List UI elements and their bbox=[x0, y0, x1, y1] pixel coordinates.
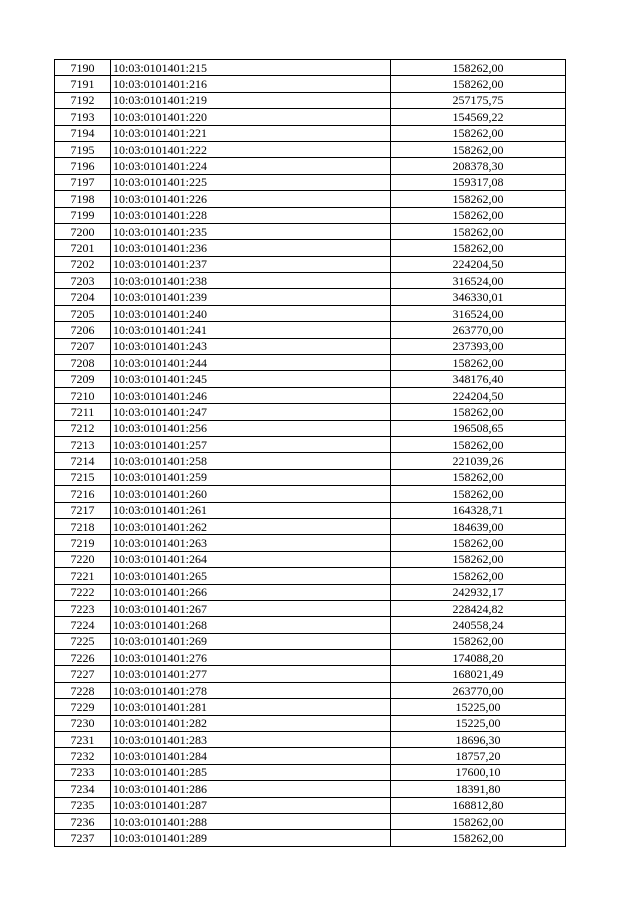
cadastral-number-cell: 10:03:0101401:235 bbox=[111, 223, 391, 239]
row-number-cell: 7207 bbox=[55, 338, 111, 354]
cadastral-number-cell: 10:03:0101401:281 bbox=[111, 699, 391, 715]
cadastral-number-cell: 10:03:0101401:283 bbox=[111, 732, 391, 748]
cadastral-number-cell: 10:03:0101401:284 bbox=[111, 748, 391, 764]
table-row bbox=[55, 797, 566, 813]
table-row bbox=[55, 650, 566, 666]
row-number-cell: 7233 bbox=[55, 764, 111, 780]
row-number-cell: 7221 bbox=[55, 568, 111, 584]
table-row bbox=[55, 436, 566, 452]
cadastral-value-cell: 158262,00 bbox=[391, 535, 566, 551]
table-row bbox=[55, 535, 566, 551]
row-number-cell: 7202 bbox=[55, 256, 111, 272]
table-row bbox=[55, 256, 566, 272]
row-number-cell: 7219 bbox=[55, 535, 111, 551]
cadastral-number-cell: 10:03:0101401:224 bbox=[111, 158, 391, 174]
cadastral-value-cell: 17600,10 bbox=[391, 764, 566, 780]
row-number-cell: 7198 bbox=[55, 191, 111, 207]
table-row bbox=[55, 748, 566, 764]
cadastral-number-cell: 10:03:0101401:237 bbox=[111, 256, 391, 272]
cadastral-value-cell: 158262,00 bbox=[391, 141, 566, 157]
table-row bbox=[55, 486, 566, 502]
cadastral-number-cell: 10:03:0101401:244 bbox=[111, 355, 391, 371]
table-row bbox=[55, 355, 566, 371]
row-number-cell: 7201 bbox=[55, 240, 111, 256]
row-number-cell: 7213 bbox=[55, 436, 111, 452]
cadastral-number-cell: 10:03:0101401:282 bbox=[111, 715, 391, 731]
table-row bbox=[55, 699, 566, 715]
cadastral-number-cell: 10:03:0101401:259 bbox=[111, 469, 391, 485]
cadastral-value-cell: 158262,00 bbox=[391, 60, 566, 76]
cadastral-value-cell: 158262,00 bbox=[391, 355, 566, 371]
cadastral-number-cell: 10:03:0101401:258 bbox=[111, 453, 391, 469]
row-number-cell: 7203 bbox=[55, 273, 111, 289]
row-number-cell: 7227 bbox=[55, 666, 111, 682]
table-body bbox=[55, 60, 566, 847]
row-number-cell: 7193 bbox=[55, 109, 111, 125]
cadastral-value-cell: 228424,82 bbox=[391, 600, 566, 616]
row-number-cell: 7234 bbox=[55, 781, 111, 797]
table-row bbox=[55, 289, 566, 305]
table-row bbox=[55, 551, 566, 567]
cadastral-value-cell: 257175,75 bbox=[391, 92, 566, 108]
cadastral-value-cell: 158262,00 bbox=[391, 125, 566, 141]
row-number-cell: 7217 bbox=[55, 502, 111, 518]
cadastral-value-cell: 346330,01 bbox=[391, 289, 566, 305]
row-number-cell: 7228 bbox=[55, 682, 111, 698]
cadastral-value-cell: 316524,00 bbox=[391, 305, 566, 321]
row-number-cell: 7197 bbox=[55, 174, 111, 190]
cadastral-number-cell: 10:03:0101401:288 bbox=[111, 813, 391, 829]
cadastral-value-cell: 158262,00 bbox=[391, 436, 566, 452]
cadastral-value-table bbox=[54, 59, 566, 847]
cadastral-number-cell: 10:03:0101401:265 bbox=[111, 568, 391, 584]
cadastral-number-cell: 10:03:0101401:216 bbox=[111, 76, 391, 92]
row-number-cell: 7194 bbox=[55, 125, 111, 141]
cadastral-value-cell: 15225,00 bbox=[391, 699, 566, 715]
cadastral-number-cell: 10:03:0101401:243 bbox=[111, 338, 391, 354]
cadastral-value-cell: 158262,00 bbox=[391, 551, 566, 567]
table-row bbox=[55, 666, 566, 682]
cadastral-number-cell: 10:03:0101401:236 bbox=[111, 240, 391, 256]
cadastral-value-cell: 221039,26 bbox=[391, 453, 566, 469]
table-row bbox=[55, 732, 566, 748]
cadastral-number-cell: 10:03:0101401:241 bbox=[111, 322, 391, 338]
cadastral-number-cell: 10:03:0101401:289 bbox=[111, 830, 391, 846]
table-row bbox=[55, 469, 566, 485]
table-row bbox=[55, 715, 566, 731]
cadastral-number-cell: 10:03:0101401:246 bbox=[111, 387, 391, 403]
cadastral-value-cell: 158262,00 bbox=[391, 568, 566, 584]
cadastral-value-cell: 18391,80 bbox=[391, 781, 566, 797]
cadastral-number-cell: 10:03:0101401:276 bbox=[111, 650, 391, 666]
cadastral-number-cell: 10:03:0101401:219 bbox=[111, 92, 391, 108]
table-row bbox=[55, 141, 566, 157]
table-row bbox=[55, 584, 566, 600]
cadastral-number-cell: 10:03:0101401:225 bbox=[111, 174, 391, 190]
row-number-cell: 7216 bbox=[55, 486, 111, 502]
cadastral-value-cell: 15225,00 bbox=[391, 715, 566, 731]
row-number-cell: 7235 bbox=[55, 797, 111, 813]
row-number-cell: 7226 bbox=[55, 650, 111, 666]
cadastral-value-cell: 158262,00 bbox=[391, 191, 566, 207]
cadastral-value-cell: 224204,50 bbox=[391, 387, 566, 403]
cadastral-number-cell: 10:03:0101401:257 bbox=[111, 436, 391, 452]
row-number-cell: 7211 bbox=[55, 404, 111, 420]
row-number-cell: 7209 bbox=[55, 371, 111, 387]
cadastral-number-cell: 10:03:0101401:226 bbox=[111, 191, 391, 207]
cadastral-number-cell: 10:03:0101401:269 bbox=[111, 633, 391, 649]
cadastral-value-cell: 158262,00 bbox=[391, 469, 566, 485]
table-row bbox=[55, 633, 566, 649]
table-row bbox=[55, 223, 566, 239]
cadastral-number-cell: 10:03:0101401:222 bbox=[111, 141, 391, 157]
cadastral-number-cell: 10:03:0101401:268 bbox=[111, 617, 391, 633]
cadastral-number-cell: 10:03:0101401:277 bbox=[111, 666, 391, 682]
row-number-cell: 7195 bbox=[55, 141, 111, 157]
cadastral-value-cell: 168021,49 bbox=[391, 666, 566, 682]
cadastral-value-cell: 263770,00 bbox=[391, 322, 566, 338]
table-row bbox=[55, 109, 566, 125]
cadastral-number-cell: 10:03:0101401:261 bbox=[111, 502, 391, 518]
row-number-cell: 7196 bbox=[55, 158, 111, 174]
row-number-cell: 7220 bbox=[55, 551, 111, 567]
cadastral-value-cell: 18696,30 bbox=[391, 732, 566, 748]
cadastral-number-cell: 10:03:0101401:285 bbox=[111, 764, 391, 780]
table-row bbox=[55, 781, 566, 797]
cadastral-value-cell: 158262,00 bbox=[391, 76, 566, 92]
cadastral-value-cell: 168812,80 bbox=[391, 797, 566, 813]
cadastral-value-cell: 158262,00 bbox=[391, 223, 566, 239]
cadastral-number-cell: 10:03:0101401:215 bbox=[111, 60, 391, 76]
cadastral-number-cell: 10:03:0101401:239 bbox=[111, 289, 391, 305]
table-row bbox=[55, 338, 566, 354]
cadastral-number-cell: 10:03:0101401:262 bbox=[111, 518, 391, 534]
cadastral-number-cell: 10:03:0101401:266 bbox=[111, 584, 391, 600]
cadastral-number-cell: 10:03:0101401:238 bbox=[111, 273, 391, 289]
row-number-cell: 7218 bbox=[55, 518, 111, 534]
row-number-cell: 7215 bbox=[55, 469, 111, 485]
table-row bbox=[55, 240, 566, 256]
table-row bbox=[55, 387, 566, 403]
row-number-cell: 7214 bbox=[55, 453, 111, 469]
table-row bbox=[55, 92, 566, 108]
cadastral-value-cell: 184639,00 bbox=[391, 518, 566, 534]
table-row bbox=[55, 600, 566, 616]
cadastral-number-cell: 10:03:0101401:286 bbox=[111, 781, 391, 797]
row-number-cell: 7222 bbox=[55, 584, 111, 600]
cadastral-number-cell: 10:03:0101401:267 bbox=[111, 600, 391, 616]
table-row bbox=[55, 305, 566, 321]
cadastral-number-cell: 10:03:0101401:247 bbox=[111, 404, 391, 420]
row-number-cell: 7224 bbox=[55, 617, 111, 633]
row-number-cell: 7192 bbox=[55, 92, 111, 108]
row-number-cell: 7237 bbox=[55, 830, 111, 846]
row-number-cell: 7210 bbox=[55, 387, 111, 403]
table-row bbox=[55, 682, 566, 698]
cadastral-value-cell: 164328,71 bbox=[391, 502, 566, 518]
cadastral-value-cell: 158262,00 bbox=[391, 207, 566, 223]
row-number-cell: 7229 bbox=[55, 699, 111, 715]
table-row bbox=[55, 764, 566, 780]
table-row bbox=[55, 60, 566, 76]
cadastral-value-cell: 240558,24 bbox=[391, 617, 566, 633]
table-row bbox=[55, 518, 566, 534]
cadastral-value-cell: 196508,65 bbox=[391, 420, 566, 436]
cadastral-number-cell: 10:03:0101401:263 bbox=[111, 535, 391, 551]
cadastral-value-cell: 154569,22 bbox=[391, 109, 566, 125]
cadastral-value-cell: 158262,00 bbox=[391, 486, 566, 502]
table-row bbox=[55, 191, 566, 207]
cadastral-value-cell: 224204,50 bbox=[391, 256, 566, 272]
table-row bbox=[55, 371, 566, 387]
cadastral-number-cell: 10:03:0101401:240 bbox=[111, 305, 391, 321]
table-row bbox=[55, 502, 566, 518]
cadastral-value-cell: 237393,00 bbox=[391, 338, 566, 354]
row-number-cell: 7199 bbox=[55, 207, 111, 223]
cadastral-value-cell: 208378,30 bbox=[391, 158, 566, 174]
cadastral-value-cell: 18757,20 bbox=[391, 748, 566, 764]
row-number-cell: 7208 bbox=[55, 355, 111, 371]
table-row bbox=[55, 813, 566, 829]
cadastral-value-cell: 174088,20 bbox=[391, 650, 566, 666]
row-number-cell: 7230 bbox=[55, 715, 111, 731]
row-number-cell: 7231 bbox=[55, 732, 111, 748]
table-row bbox=[55, 174, 566, 190]
table-row bbox=[55, 404, 566, 420]
cadastral-value-cell: 158262,00 bbox=[391, 633, 566, 649]
row-number-cell: 7232 bbox=[55, 748, 111, 764]
cadastral-value-cell: 158262,00 bbox=[391, 813, 566, 829]
cadastral-number-cell: 10:03:0101401:260 bbox=[111, 486, 391, 502]
row-number-cell: 7204 bbox=[55, 289, 111, 305]
cadastral-number-cell: 10:03:0101401:228 bbox=[111, 207, 391, 223]
row-number-cell: 7206 bbox=[55, 322, 111, 338]
table-row bbox=[55, 617, 566, 633]
table-row bbox=[55, 76, 566, 92]
table-row bbox=[55, 568, 566, 584]
row-number-cell: 7212 bbox=[55, 420, 111, 436]
table-row bbox=[55, 207, 566, 223]
table-row bbox=[55, 125, 566, 141]
row-number-cell: 7190 bbox=[55, 60, 111, 76]
cadastral-value-cell: 158262,00 bbox=[391, 830, 566, 846]
cadastral-number-cell: 10:03:0101401:220 bbox=[111, 109, 391, 125]
table-row bbox=[55, 322, 566, 338]
row-number-cell: 7191 bbox=[55, 76, 111, 92]
cadastral-value-cell: 242932,17 bbox=[391, 584, 566, 600]
row-number-cell: 7236 bbox=[55, 813, 111, 829]
cadastral-value-cell: 158262,00 bbox=[391, 404, 566, 420]
cadastral-number-cell: 10:03:0101401:245 bbox=[111, 371, 391, 387]
cadastral-number-cell: 10:03:0101401:256 bbox=[111, 420, 391, 436]
row-number-cell: 7205 bbox=[55, 305, 111, 321]
cadastral-number-cell: 10:03:0101401:221 bbox=[111, 125, 391, 141]
cadastral-value-cell: 159317,08 bbox=[391, 174, 566, 190]
cadastral-value-cell: 263770,00 bbox=[391, 682, 566, 698]
cadastral-value-cell: 316524,00 bbox=[391, 273, 566, 289]
cadastral-number-cell: 10:03:0101401:287 bbox=[111, 797, 391, 813]
cadastral-number-cell: 10:03:0101401:278 bbox=[111, 682, 391, 698]
row-number-cell: 7225 bbox=[55, 633, 111, 649]
table-row bbox=[55, 830, 566, 846]
table-row bbox=[55, 453, 566, 469]
table-row bbox=[55, 420, 566, 436]
cadastral-value-cell: 348176,40 bbox=[391, 371, 566, 387]
cadastral-value-cell: 158262,00 bbox=[391, 240, 566, 256]
table-row bbox=[55, 273, 566, 289]
cadastral-number-cell: 10:03:0101401:264 bbox=[111, 551, 391, 567]
row-number-cell: 7200 bbox=[55, 223, 111, 239]
row-number-cell: 7223 bbox=[55, 600, 111, 616]
table-row bbox=[55, 158, 566, 174]
